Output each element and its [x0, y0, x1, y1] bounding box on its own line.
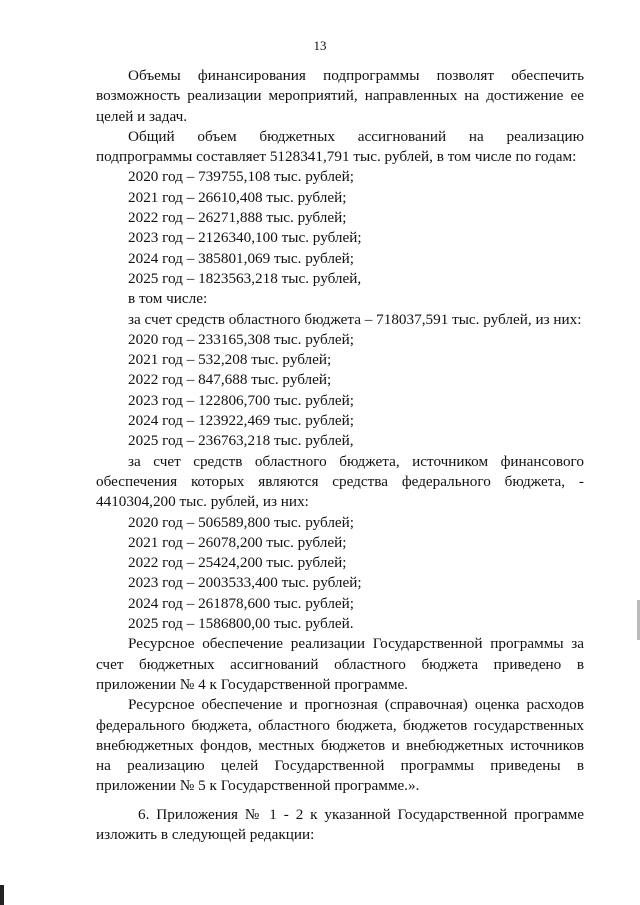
- regional-year-line: 2023 год – 122806,700 тыс. рублей;: [128, 391, 355, 409]
- federal-by-year-list: [96, 513, 584, 635]
- total-year-line: 2021 год – 26610,408 тыс. рублей;: [128, 188, 347, 206]
- regional-year-line: 2025 год – 236763,218 тыс. рублей,: [128, 432, 354, 450]
- federal-year-line: 2025 год – 1586800,00 тыс. рублей.: [128, 615, 354, 633]
- federal-budget-intro: за счет средств областного бюджета, источником финансового обеспечения которых являются средства федерального бюджета, - 4410304,200 тыс. рублей, из них:: [96, 452, 584, 511]
- total-year-line: 2024 год – 385801,069 тыс. рублей;: [128, 249, 355, 267]
- item-6-appendices: 6. Приложения № 1 - 2 к указанной Государственной программе изложить в следующей редакции:: [96, 805, 584, 843]
- paragraph-total-allocations: Общий объем бюджетных ассигнований на реализацию подпрограммы составляет 5128341,791 тыс. рублей, в том числе по годам:: [96, 127, 584, 166]
- federal-year-line: 2022 год – 25424,200 тыс. рублей;: [128, 554, 347, 572]
- total-by-year-list: [96, 167, 584, 289]
- regional-year-line: 2020 год – 233165,308 тыс. рублей;: [128, 330, 355, 348]
- total-year-line: 2023 год – 2126340,100 тыс. рублей;: [128, 229, 362, 247]
- regional-by-year-list: [96, 330, 584, 452]
- document-body: [96, 66, 584, 845]
- total-year-line: 2020 год – 739755,108 тыс. рублей;: [128, 168, 355, 186]
- in-that-number-label: в том числе:: [128, 290, 208, 308]
- federal-year-line: 2023 год – 2003533,400 тыс. рублей;: [128, 574, 362, 592]
- paragraph-forecast-estimate: Ресурсное обеспечение и прогнозная (справочная) оценка расходов федерального бюджета, областного бюджета, бюджетов государственных внебюджетных фондов, местных бюджетов и внебюджетных источников на реализацию целей Государственной программы приведены в приложении № 5 к Государственной программе.».: [96, 696, 584, 795]
- federal-year-line: 2021 год – 26078,200 тыс. рублей;: [128, 533, 347, 551]
- spacer: [96, 797, 584, 805]
- regional-year-line: 2022 год – 847,688 тыс. рублей;: [128, 371, 332, 389]
- total-year-line: 2022 год – 26271,888 тыс. рублей;: [128, 209, 347, 227]
- federal-year-line: 2024 год – 261878,600 тыс. рублей;: [128, 594, 355, 612]
- regional-year-line: 2024 год – 123922,469 тыс. рублей;: [128, 412, 355, 430]
- page-number: 13: [313, 38, 327, 53]
- total-year-line: 2025 год – 1823563,218 тыс. рублей,: [128, 269, 362, 287]
- paragraph-resource-provision: Ресурсное обеспечение реализации Государственной программы за счет бюджетных ассигнований областного бюджета приведено в приложении № 4 к Государственной программе.: [96, 635, 584, 693]
- regional-year-line: 2021 год – 532,208 тыс. рублей;: [128, 351, 332, 369]
- federal-year-line: 2020 год – 506589,800 тыс. рублей;: [128, 513, 355, 531]
- scan-edge-mark: [0, 885, 4, 905]
- paragraph-financing-purpose: Объемы финансирования подпрограммы позволят обеспечить возможность реализации мероприятий, направленных на достижение ее целей и задач.: [96, 67, 584, 125]
- regional-budget-intro: за счет средств областного бюджета – 718037,591 тыс. рублей, из них:: [128, 310, 582, 328]
